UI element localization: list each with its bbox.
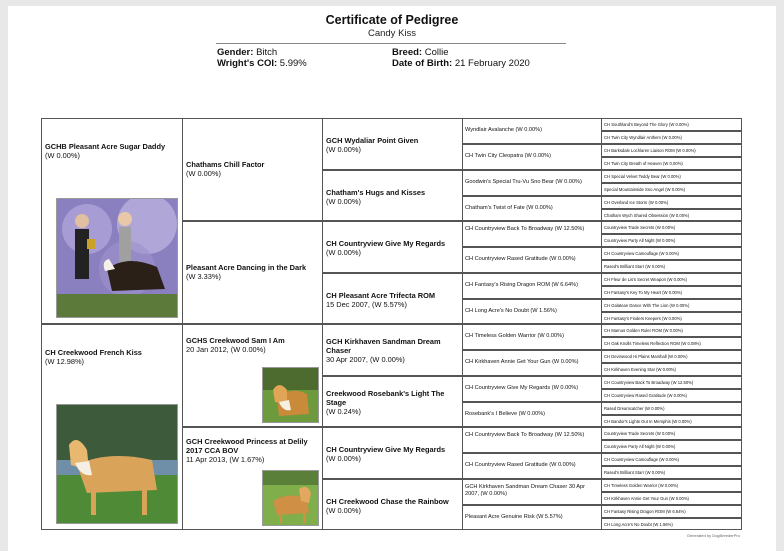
gen5-cell-19 xyxy=(601,350,742,363)
gender-label: Gender: xyxy=(217,47,254,58)
gen4-cell-14 xyxy=(462,453,602,479)
dob-row xyxy=(392,58,530,69)
gen5-cell-20 xyxy=(601,363,742,376)
gen4-text-4: Chatham's Twist of Fate (W 0.00%) xyxy=(465,205,553,211)
dob-label: Date of Birth: xyxy=(392,58,453,69)
gen5-text-4: CH Twin City Breath of Heaven (W 0.00%) xyxy=(604,161,683,166)
gen3-name-4: CH Pleasant Acre Trifecta ROM xyxy=(326,291,435,300)
gen5-text-27: CH Countryview Camouflage (W 0.00%) xyxy=(604,457,679,462)
gen5-cell-29 xyxy=(601,479,742,492)
gen5-text-16: CH Fantasy's Finders Keepers (W 0.00%) xyxy=(604,315,682,321)
gender-value: Bitch xyxy=(256,47,278,58)
gen4-text-10: CH Kirkhaven Annie Get Your Gun (W 0.00%) xyxy=(465,359,579,365)
gen4-cell-8 xyxy=(462,299,602,324)
gen4-cell-11 xyxy=(462,376,602,402)
gen5-cell-5 xyxy=(601,170,742,183)
gen4-cell-4 xyxy=(462,196,602,221)
dam-name: CH Creekwood French Kiss xyxy=(45,348,142,357)
dam-sire-name: GCHS Creekwood Sam I Am xyxy=(186,336,285,345)
gen5-text-23: Rased Dreamcatcher (W 0.00%) xyxy=(604,406,665,411)
gen3-cell-4 xyxy=(322,273,463,324)
gen4-cell-1 xyxy=(462,118,602,144)
gen5-cell-27 xyxy=(601,453,742,466)
gen4-cell-9 xyxy=(462,324,602,350)
gen3-name-7: CH Countryview Give My Regards xyxy=(326,445,446,454)
gen3-detail-7: (W 0.00%) xyxy=(326,454,361,463)
gen5-text-30: CH Kirkhaven Annie Get Your Gun (W 0.00%) xyxy=(604,496,689,501)
gen4-text-7: CH Fantasy's Rising Dragon ROM (W 6.64%) xyxy=(465,282,578,288)
sire-dam-coi: (W 3.33%) xyxy=(186,272,221,281)
gen4-text-3: Goodwin's Special Tru-Vu Sno Bear (W 0.00%) xyxy=(465,179,582,185)
dob-value: 21 February 2020 xyxy=(454,58,530,69)
gen5-text-12: Rased's Brilliant Starr (W 0.00%) xyxy=(604,264,666,269)
gen5-cell-6 xyxy=(601,183,742,196)
gen5-cell-11 xyxy=(601,247,742,260)
gen4-cell-12 xyxy=(462,402,602,427)
gen5-cell-23 xyxy=(601,402,742,415)
gen5-cell-17 xyxy=(601,324,742,337)
gen5-cell-32 xyxy=(601,518,742,530)
coi-row xyxy=(217,58,307,69)
gen3-cell-1 xyxy=(322,118,463,170)
breed-row xyxy=(392,47,449,58)
dog-name: Candy Kiss xyxy=(367,28,417,39)
gen5-text-8: Chatham Wych Shared Obsession (W 0.00%) xyxy=(604,212,690,218)
sire-dam-name: Pleasant Acre Dancing in the Dark xyxy=(186,263,307,272)
gen5-text-11: CH Countryview Camouflage (W 0.00%) xyxy=(604,251,679,256)
gen5-text-15: CH Galatean Dance With The Lion (W 0.00%) xyxy=(604,303,690,308)
dam-dam-photo xyxy=(262,470,319,526)
gen5-cell-1 xyxy=(601,118,742,131)
gen4-text-9: CH Timeless Golden Warrior (W 0.00%) xyxy=(465,333,564,339)
gen3-cell-7 xyxy=(322,427,463,479)
gen5-cell-9 xyxy=(601,221,742,234)
dam-dam-detail: 11 Apr 2013, (W 1.67%) xyxy=(186,455,265,464)
gen4-text-12: Rosebank's I Believe (W 0.00%) xyxy=(465,411,546,417)
sire-sire-cell xyxy=(182,118,323,221)
gen5-text-13: CH Fleur de Lis's Secret Weapon (W 0.00%) xyxy=(604,277,687,282)
gen3-cell-3 xyxy=(322,221,463,273)
gen5-cell-16 xyxy=(601,312,742,324)
gen3-cell-2 xyxy=(322,170,463,221)
gen4-cell-2 xyxy=(462,144,602,170)
gen3-detail-5: 30 Apr 2007, (W 0.00%) xyxy=(326,355,405,364)
gen5-text-25: Countryview Trade Secrets (W 0.00%) xyxy=(604,431,676,436)
sire-photo xyxy=(56,198,178,318)
gen4-cell-15 xyxy=(462,479,602,505)
gen5-cell-31 xyxy=(601,505,742,518)
sire-sire-coi: (W 0.00%) xyxy=(186,169,221,178)
gen5-cell-2 xyxy=(601,131,742,144)
gen5-text-31: CH Fantasy Rising Dragon ROM (W 6.64%) xyxy=(604,509,686,514)
gen5-text-17: CH Marnus Golden Ruler ROM (W 0.00%) xyxy=(604,328,683,333)
gen4-text-11: CH Countryview Give My Regards (W 0.00%) xyxy=(465,385,579,391)
sire-coi: (W 0.00%) xyxy=(45,151,80,160)
gen5-text-7: CH Overland Ice Storm (W 0.00%) xyxy=(604,200,669,205)
gen5-text-22: CH Countryview Rased Gratitude (W 0.00%) xyxy=(604,393,687,398)
gen5-cell-13 xyxy=(601,273,742,286)
gen5-text-1: CH Southland's Beyond The Glory (W 0.00%) xyxy=(604,122,689,127)
gen3-name-1: GCH Wydaliar Point Given xyxy=(326,136,419,145)
gen5-cell-8 xyxy=(601,209,742,221)
gen5-cell-24 xyxy=(601,415,742,427)
gen5-cell-26 xyxy=(601,440,742,453)
gen3-cell-5 xyxy=(322,324,463,376)
gen5-cell-25 xyxy=(601,427,742,440)
sire-sire-name: Chathams Chill Factor xyxy=(186,160,265,169)
gen5-text-6: Special Mountainside Sno Angel (W 0.00%) xyxy=(604,187,686,192)
certificate-title: Certificate of Pedigree xyxy=(325,13,459,27)
gen4-text-16: Pleasant Acre Genuine Risk (W 5.57%) xyxy=(465,514,563,520)
sire-name: GCHB Pleasant Acre Sugar Daddy xyxy=(45,142,166,151)
gen5-text-14: CH Fantasy's Key To My Heart (W 0.00%) xyxy=(604,290,682,295)
gen5-text-21: CH Countryview Back To Broadway (W 12.50%) xyxy=(604,380,694,385)
gen4-text-14: CH Countryview Rased Gratitude (W 0.00%) xyxy=(465,462,576,468)
header-divider xyxy=(216,43,566,44)
gen5-text-20: CH Kirkhaven Evening Star (W 0.00%) xyxy=(604,367,676,372)
gen5-text-19: CH Devinwood Hi Plains Marshall (W 0.00%) xyxy=(604,354,688,359)
gen3-detail-2: (W 0.00%) xyxy=(326,197,361,206)
gen3-detail-1: (W 0.00%) xyxy=(326,145,361,154)
dam-dam-name: GCH Creekwood Princess at Delily 2017 CCA BOV xyxy=(186,437,308,455)
gen4-text-5: CH Countryview Back To Broadway (W 12.50%) xyxy=(465,226,585,232)
gen3-name-5: GCH Kirkhaven Sandman Dream Chaser xyxy=(326,337,441,355)
gen4-cell-13 xyxy=(462,427,602,453)
gen4-text-13: CH Countryview Back To Broadway (W 12.50%) xyxy=(465,432,585,438)
gen4-text-8: CH Long Acre's No Doubt (W 1.56%) xyxy=(465,308,557,314)
dam-coi: (W 12.98%) xyxy=(45,357,85,366)
gen4-text-15: GCH Kirkhaven Sandman Dream Chaser 30 Apr 2007, (W 0.00%) xyxy=(465,484,586,497)
gen5-text-29: CH Timeless Golden Warrior (W 0.00%) xyxy=(604,483,679,488)
gen5-cell-14 xyxy=(601,286,742,299)
gen5-cell-3 xyxy=(601,144,742,157)
gen3-name-6: Creekwood Rosebank's Light The Stage xyxy=(326,389,445,407)
gen5-text-24: CH Bandor's Lights Out In Memphis (W 0.00%) xyxy=(604,418,692,424)
gen5-cell-22 xyxy=(601,389,742,402)
gen3-name-8: CH Creekwood Chase the Rainbow xyxy=(326,497,449,506)
dam-sire-detail: 20 Jan 2012, (W 0.00%) xyxy=(186,345,266,354)
gen4-cell-6 xyxy=(462,247,602,273)
gen5-text-5: CH Special Velvet Teddy Bear (W 0.00%) xyxy=(604,174,681,179)
coi-label: Wright's COI: xyxy=(217,58,278,69)
gen3-detail-8: (W 0.00%) xyxy=(326,506,361,515)
gen5-text-26: Countryview Party All Night (W 0.00%) xyxy=(604,444,676,449)
gen5-cell-21 xyxy=(601,376,742,389)
gen5-cell-18 xyxy=(601,337,742,350)
gen5-text-10: Countryview Party All Night (W 0.00%) xyxy=(604,238,676,243)
coi-value: 5.99% xyxy=(279,58,307,69)
gen3-cell-8 xyxy=(322,479,463,530)
gen4-cell-16 xyxy=(462,505,602,530)
gen4-cell-3 xyxy=(462,170,602,196)
gen4-cell-5 xyxy=(462,221,602,247)
gen5-cell-4 xyxy=(601,157,742,170)
dam-sire-photo-image xyxy=(263,368,319,423)
gen5-text-2: CH Twin City Wyndlair Anthem (W 0.00%) xyxy=(604,135,682,140)
gen4-text-1: Wyndlair Avalanche (W 0.00%) xyxy=(465,127,542,133)
gen5-cell-7 xyxy=(601,196,742,209)
gen5-text-18: CH Oak Knolls Timeless Reflection ROM (W 0.08%) xyxy=(604,341,701,346)
gen4-cell-10 xyxy=(462,350,602,376)
gen5-cell-15 xyxy=(601,299,742,312)
generator-footer: Generated by DogBreederPro xyxy=(686,533,740,538)
gen3-name-2: Chatham's Hugs and Kisses xyxy=(326,188,426,197)
dam-photo-image xyxy=(57,405,178,524)
breed-label: Breed: xyxy=(392,47,423,58)
gen4-text-6: CH Countryview Rased Gratitude (W 0.00%) xyxy=(465,256,576,262)
gen5-cell-30 xyxy=(601,492,742,505)
gen5-text-9: Countryview Trade Secrets (W 0.00%) xyxy=(604,225,676,230)
sire-dam-cell xyxy=(182,221,323,324)
gen3-name-3: CH Countryview Give My Regards xyxy=(326,239,446,248)
gen5-cell-28 xyxy=(601,466,742,479)
dam-sire-photo xyxy=(262,367,319,423)
gen3-detail-4: 15 Dec 2007, (W 5.57%) xyxy=(326,300,407,309)
gen3-detail-6: (W 0.24%) xyxy=(326,407,361,416)
breed-value: Collie xyxy=(424,47,449,58)
gender-row xyxy=(217,47,277,58)
dam-photo xyxy=(56,404,178,524)
gen5-text-3: CH Barksdale Lochlaren Liaison ROM (W 0.00%) xyxy=(604,148,696,153)
dam-dam-photo-image xyxy=(263,471,319,526)
gen5-cell-10 xyxy=(601,234,742,247)
gen3-cell-6 xyxy=(322,376,463,427)
gen5-cell-12 xyxy=(601,260,742,273)
gen4-cell-7 xyxy=(462,273,602,299)
sire-photo-image xyxy=(57,199,178,318)
gen4-text-2: CH Twin City Cleopatra (W 0.00%) xyxy=(465,153,552,159)
gen3-detail-3: (W 0.00%) xyxy=(326,248,361,257)
gen5-text-32: CH Long Acre's No Doubt (W 1.56%) xyxy=(604,521,673,527)
gen5-text-28: Rased's Brilliant Starr (W 0.00%) xyxy=(604,470,666,475)
